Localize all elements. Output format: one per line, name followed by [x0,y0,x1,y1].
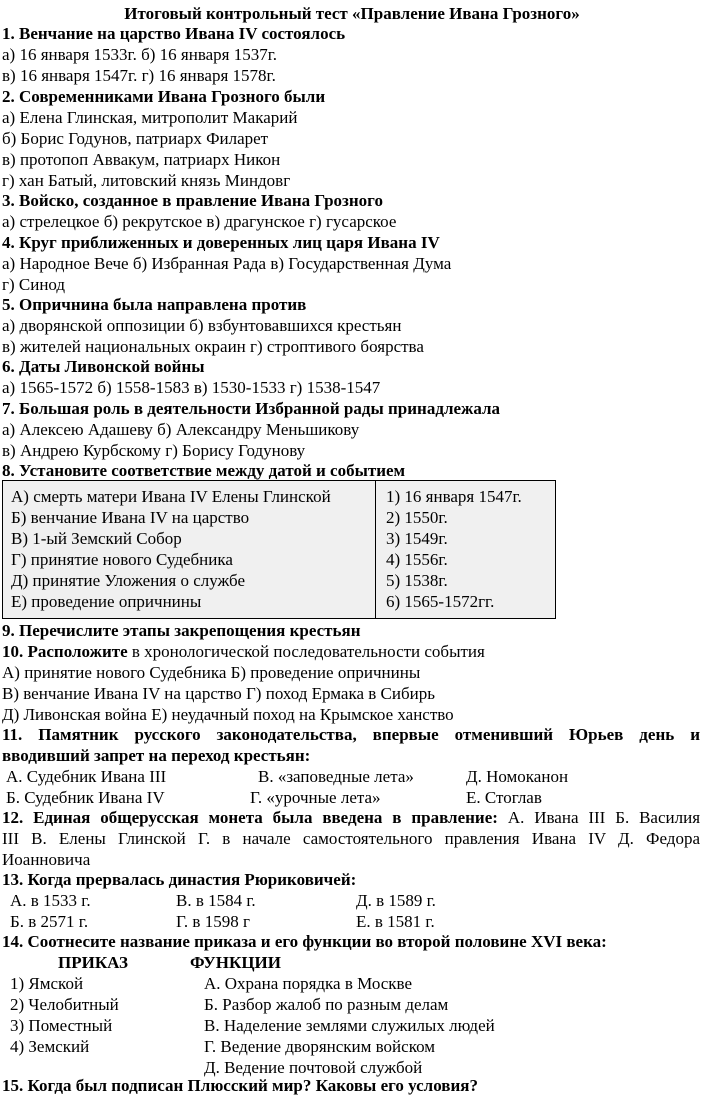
q11-option-d: Д. Номоканон [466,767,569,786]
date-item: 5) 1538г. [386,571,448,590]
date-item: 2) 1550г. [386,508,448,527]
q15-text: 15. Когда был подписан Плюсский мир? Каковы его условия? [2,1076,478,1095]
q6-text: 6. Даты Ливонской войны [2,357,205,376]
q10-text-bold: 10. Расположите [2,642,128,661]
q12-line-3: Иоанновича [2,850,91,869]
q3-options: а) стрелецкое б) рекрутское в) драгунское г) гусарское [2,212,397,231]
q14-order-item: 3) Поместный [10,1016,113,1035]
q5-options-2: в) жителей национальных окраин г) строптивого боярства [2,337,424,356]
q14-function-item: Б. Разбор жалоб по разным делам [204,995,449,1014]
q7-options-2: в) Андрею Курбскому г) Борису Годунову [2,441,306,460]
q10-text [2,641,700,662]
q14-function-item: Д. Ведение почтовой службой [204,1058,423,1077]
q13-option-d: Д. в 1589 г. [356,891,436,910]
q9-text: 9. Перечислите этапы закрепощения крестьян [2,621,361,640]
q10-line-2: В) венчание Ивана IV на царство Г) поход Ермака в Сибирь [2,684,435,703]
q14-function-item: В. Наделение землями служилых людей [204,1016,495,1035]
q14-order-item: 1) Ямской [10,974,84,993]
date-item: 3) 1549г. [386,529,448,548]
q14-text: 14. Соотнесите название приказа и его функции во второй половине XVI века: [2,932,607,951]
q14-function-item: А. Охрана порядка в Москве [204,974,413,993]
q4-text: 4. Круг приближенных и доверенных лиц царя Ивана IV [2,233,440,252]
q12-text: 12. Единая общерусская монета была введена в правление: [2,808,498,827]
q2-option-a: а) Елена Глинская, митрополит Макарий [2,108,298,127]
q3-text: 3. Войско, созданное в правление Ивана Грозного [2,191,383,210]
q14-order-item: 4) Земский [10,1037,90,1056]
q6-options: а) 1565-1572 б) 1558-1583 в) 1530-1533 г) 1538-1547 [2,378,381,397]
q2-text: 2. Современниками Ивана Грозного были [2,87,326,106]
q5-options-1: а) дворянской оппозиции б) взбунтовавшихся крестьян [2,316,402,335]
q13-option-b: Б. в 2571 г. [10,912,89,931]
q13-option-g: Г. в 1598 г [176,912,250,931]
event-item: В) 1-ый Земский Собор [11,529,182,548]
q12-options-1: А. Ивана III Б. Василия [497,808,701,827]
q10-text-rest: в хронологической последовательности события [127,642,485,661]
event-item: Б) венчание Ивана IV на царство [11,508,250,527]
q13-text: 13. Когда прервалась династия Рюриковичей: [2,870,357,889]
q11-option-a: А. Судебник Ивана III [6,767,167,786]
q14-function-item: Г. Ведение дворянским войском [204,1037,436,1056]
q14-order-item: 2) Челобитный [10,995,119,1014]
event-item: Е) проведение опричнины [11,592,202,611]
q11-option-v: В. «заповедные лета» [258,767,414,786]
q2-option-d: г) хан Батый, литовский князь Миндовг [2,171,291,190]
q1-options-2: в) 16 января 1547г. г) 16 января 1578г. [2,66,276,85]
q7-options-1: а) Алексею Адашеву б) Александру Меньшикову [2,420,360,439]
q1-options-1: а) 16 января 1533г. б) 16 января 1537г. [2,45,278,64]
q11-text-1: 11. Памятник русского законодательства, впервые отменивший Юрьев день и [2,725,700,744]
q13-option-a: А. в 1533 г. [10,891,91,910]
table-divider [375,481,376,618]
event-item: А) смерть матери Ивана IV Елены Глинской [11,487,331,506]
q2-option-c: в) протопоп Аввакум, патриарх Никон [2,150,281,169]
q14-header-orders: ПРИКАЗ [58,953,128,972]
q11-option-e: Е. Стоглав [466,788,542,807]
q10-line-1: А) принятие нового Судебника Б) проведение опричнины [2,663,421,682]
q12-line-2: III В. Елены Глинской Г. в начале самостоятельного правления Ивана IV Д. Федора [2,829,700,848]
page-title: Итоговый контрольный тест «Правление Ивана Грозного» [124,4,580,23]
q12-line-1 [2,807,700,828]
event-item: Д) принятие Уложения о службе [11,571,245,590]
q7-text: 7. Большая роль в деятельности Избранной рады принадлежала [2,399,501,418]
q4-options-2: г) Синод [2,275,66,294]
q14-header-functions: ФУНКЦИИ [190,953,282,972]
q2-option-b: б) Борис Годунов, патриарх Филарет [2,129,269,148]
q8-text: 8. Установите соответствие между датой и событием [2,461,406,480]
q4-options-1: а) Народное Вече б) Избранная Рада в) Государственная Дума [2,254,452,273]
event-item: Г) принятие нового Судебника [11,550,233,569]
q1-text: 1. Венчание на царство Ивана IV состоялось [2,24,346,43]
date-item: 6) 1565-1572гг. [386,592,495,611]
q11-option-g: Г. «урочные лета» [250,788,381,807]
q11-option-b: Б. Судебник Ивана IV [6,788,165,807]
q5-text: 5. Опричнина была направлена против [2,295,307,314]
date-item: 1) 16 января 1547г. [386,487,522,506]
q13-option-e: Е. в 1581 г. [356,912,435,931]
q8-matching-table [2,480,556,619]
q11-text-2: вводивший запрет на переход крестьян: [2,746,311,765]
q10-line-3: Д) Ливонская война Е) неудачный поход на Крымское ханство [2,705,454,724]
date-item: 4) 1556г. [386,550,448,569]
q13-option-v: В. в 1584 г. [176,891,256,910]
